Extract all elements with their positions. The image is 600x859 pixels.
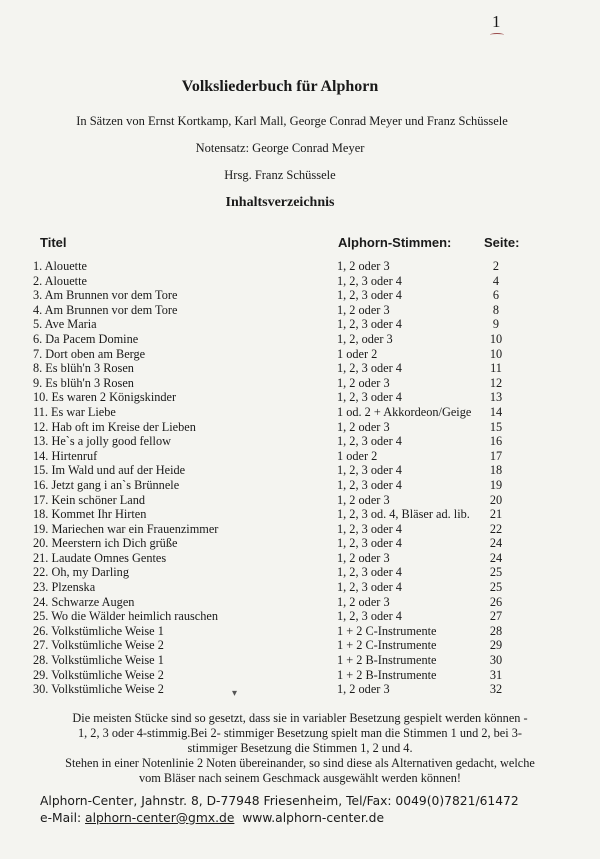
toc-seite: 11 bbox=[490, 361, 502, 376]
toc-row bbox=[0, 493, 600, 508]
toc-seite: 12 bbox=[489, 375, 503, 390]
toc-title: 30. Volkstümliche Weise 2 bbox=[33, 682, 164, 697]
toc-row bbox=[0, 522, 600, 537]
toc-stimmen: 1, 2, 3 oder 4 bbox=[337, 536, 402, 551]
toc-title: 22. Oh, my Darling bbox=[33, 565, 129, 580]
toc-seite: 24 bbox=[489, 550, 503, 565]
contact-block bbox=[40, 793, 519, 827]
toc-seite: 10 bbox=[489, 331, 503, 346]
toc-stimmen: 1 oder 2 bbox=[337, 346, 378, 361]
toc-row bbox=[0, 507, 600, 522]
toc-seite: 14 bbox=[489, 404, 503, 419]
email-label: e-Mail: bbox=[40, 811, 86, 825]
toc-stimmen: 1, 2, 3 oder 4 bbox=[337, 361, 402, 376]
toc-row bbox=[0, 609, 600, 624]
toc-row bbox=[0, 376, 600, 391]
toc-stimmen: 1, 2 oder 3 bbox=[337, 302, 390, 317]
toc-row bbox=[0, 595, 600, 610]
toc-stimmen: 1 od. 2 + Akkordeon/Geige bbox=[337, 404, 472, 419]
toc-seite: 15 bbox=[489, 419, 503, 434]
toc-stimmen: 1, 2 oder 3 bbox=[337, 550, 390, 565]
toc-seite: 32 bbox=[489, 682, 503, 697]
toc-seite: 2 bbox=[492, 259, 500, 273]
toc-row bbox=[0, 653, 600, 668]
toc-title: 26. Volkstümliche Weise 1 bbox=[33, 623, 164, 638]
toc-stimmen: 1, 2 oder 3 bbox=[337, 419, 390, 434]
column-header-stimmen: Alphorn-Stimmen: bbox=[338, 235, 452, 250]
toc-seite: 19 bbox=[489, 477, 503, 492]
website-link[interactable]: www.alphorn-center.de bbox=[242, 811, 385, 825]
toc-row bbox=[0, 420, 600, 435]
toc-title: 9. Es blüh'n 3 Rosen bbox=[33, 375, 134, 390]
note-line: stimmiger Besetzung die Stimmen 1, 2 und 4. bbox=[187, 741, 413, 755]
toc-seite: 10 bbox=[489, 346, 503, 361]
toc-seite: 29 bbox=[489, 638, 503, 653]
column-header-titel: Titel bbox=[40, 235, 67, 250]
contact-address: Alphorn-Center, Jahnstr. 8, D-77948 Friesenheim, Tel/Fax: 0049(0)7821/61472 bbox=[40, 794, 519, 808]
toc-title: 28. Volkstümliche Weise 1 bbox=[33, 653, 164, 668]
toc-row bbox=[0, 361, 600, 376]
toc-row bbox=[0, 274, 600, 289]
toc-title: 13. He`s a jolly good fellow bbox=[33, 434, 171, 449]
toc-stimmen: 1, 2 oder 3 bbox=[337, 492, 390, 507]
toc-stimmen: 1, 2, 3 oder 4 bbox=[337, 463, 402, 478]
toc-seite: 22 bbox=[489, 521, 503, 536]
toc-stimmen: 1, 2, 3 oder 4 bbox=[337, 580, 402, 595]
toc-seite: 30 bbox=[489, 653, 503, 668]
toc-stimmen: 1 + 2 C-Instrumente bbox=[337, 638, 437, 653]
email-link[interactable]: alphorn-center@gmx.de bbox=[85, 811, 235, 825]
toc-row bbox=[0, 580, 600, 595]
toc-row bbox=[0, 405, 600, 420]
toc-title: 15. Im Wald und auf der Heide bbox=[33, 463, 186, 478]
toc-stimmen: 1, 2, 3 oder 4 bbox=[337, 273, 402, 288]
toc-title: 2. Alouette bbox=[33, 273, 87, 288]
pen-mark bbox=[490, 33, 504, 37]
toc-title: 16. Jetzt gang i an`s Brünnele bbox=[33, 477, 180, 492]
notensatz-credit: Notensatz: George Conrad Meyer bbox=[195, 141, 365, 155]
toc-row bbox=[0, 624, 600, 639]
toc-seite: 25 bbox=[489, 580, 503, 595]
contact-web-line bbox=[40, 810, 519, 827]
toc-title: 14. Hirtenruf bbox=[33, 448, 98, 463]
editor-credit: Hrsg. Franz Schüssele bbox=[224, 168, 336, 182]
note-line: vom Bläser nach seinem Geschmack ausgewählt werden können! bbox=[138, 771, 461, 785]
note-line: Stehen in einer Notenlinie 2 Noten übereinander, so sind diese als Alternativen gedacht, welche bbox=[65, 756, 535, 770]
toc-stimmen: 1, 2, 3 oder 4 bbox=[337, 609, 402, 624]
toc-row bbox=[0, 434, 600, 449]
toc-row bbox=[0, 638, 600, 653]
toc-seite: 4 bbox=[492, 273, 500, 288]
toc-title: 11. Es war Liebe bbox=[33, 404, 116, 419]
page-number: 1 bbox=[492, 12, 501, 31]
toc-title: 12. Hab oft im Kreise der Lieben bbox=[33, 419, 196, 434]
toc-seite: 16 bbox=[489, 434, 503, 449]
toc-row bbox=[0, 317, 600, 332]
toc-row bbox=[0, 682, 600, 697]
toc-title: 1. Alouette bbox=[33, 259, 87, 273]
toc-title: 21. Laudate Omnes Gentes bbox=[33, 550, 167, 565]
toc-row bbox=[0, 565, 600, 580]
toc-stimmen: 1 + 2 B-Instrumente bbox=[337, 667, 437, 682]
toc-seite: 31 bbox=[489, 667, 503, 682]
usage-note bbox=[35, 711, 565, 786]
toc-stimmen: 1, 2 oder 3 bbox=[337, 594, 390, 609]
toc-stimmen: 1 + 2 C-Instrumente bbox=[337, 623, 437, 638]
toc-stimmen: 1, 2 oder 3 bbox=[337, 259, 390, 273]
toc-title: 24. Schwarze Augen bbox=[33, 594, 135, 609]
toc-row bbox=[0, 536, 600, 551]
toc-row bbox=[0, 449, 600, 464]
toc-title: 19. Mariechen war ein Frauenzimmer bbox=[33, 521, 219, 536]
toc-title: 7. Dort oben am Berge bbox=[33, 346, 146, 361]
stray-mark: ▾ bbox=[232, 688, 238, 699]
toc-row bbox=[0, 303, 600, 318]
toc-title: 17. Kein schöner Land bbox=[33, 492, 146, 507]
toc-seite: 20 bbox=[489, 492, 503, 507]
column-header-seite: Seite: bbox=[484, 235, 520, 250]
toc-stimmen: 1, 2, 3 oder 4 bbox=[337, 288, 402, 303]
toc-stimmen: 1, 2, 3 od. 4, Bläser ad. lib. bbox=[337, 507, 470, 522]
toc-seite: 25 bbox=[489, 565, 503, 580]
toc-seite: 9 bbox=[492, 317, 500, 332]
toc-row bbox=[0, 668, 600, 683]
toc-seite: 26 bbox=[489, 594, 503, 609]
toc-title: 5. Ave Maria bbox=[33, 317, 97, 332]
note-line: Die meisten Stücke sind so gesetzt, dass sie in variabler Besetzung gespielt werden können - bbox=[72, 711, 528, 725]
toc-title: 3. Am Brunnen vor dem Tore bbox=[33, 288, 178, 303]
toc-seite: 21 bbox=[489, 507, 503, 522]
toc-title: 10. Es waren 2 Königskinder bbox=[33, 390, 177, 405]
toc-stimmen: 1, 2, 3 oder 4 bbox=[337, 565, 402, 580]
toc-row bbox=[0, 551, 600, 566]
note-line: 1, 2, 3 oder 4-stimmig.Bei 2- stimmiger Besetzung spielt man die Stimmen 1 und 2, bei 3- bbox=[78, 726, 522, 740]
toc-title: 6. Da Pacem Domine bbox=[33, 331, 139, 346]
toc-seite: 18 bbox=[489, 463, 503, 478]
toc-heading: Inhaltsverzeichnis bbox=[225, 195, 335, 210]
toc-title: 27. Volkstümliche Weise 2 bbox=[33, 638, 164, 653]
toc-title: 18. Kommet Ihr Hirten bbox=[33, 507, 147, 522]
toc-stimmen: 1, 2, oder 3 bbox=[337, 331, 393, 346]
document-subtitle: In Sätzen von Ernst Kortkamp, Karl Mall, George Conrad Meyer und Franz Schüssele bbox=[76, 114, 508, 128]
toc-title: 23. Plzenska bbox=[33, 580, 96, 595]
toc-stimmen: 1, 2, 3 oder 4 bbox=[337, 390, 402, 405]
toc-title: 25. Wo die Wälder heimlich rauschen bbox=[33, 609, 218, 624]
toc-seite: 6 bbox=[492, 288, 500, 303]
toc-stimmen: 1 + 2 B-Instrumente bbox=[337, 653, 437, 668]
toc-row bbox=[0, 332, 600, 347]
toc-title: 20. Meerstern ich Dich grüße bbox=[33, 536, 178, 551]
toc-row bbox=[0, 463, 600, 478]
toc-seite: 27 bbox=[489, 609, 503, 624]
toc-row bbox=[0, 259, 600, 274]
toc-row bbox=[0, 478, 600, 493]
document-title: Volksliederbuch für Alphorn bbox=[181, 78, 379, 95]
toc-stimmen: 1, 2, 3 oder 4 bbox=[337, 521, 402, 536]
toc-row bbox=[0, 288, 600, 303]
toc-title: 4. Am Brunnen vor dem Tore bbox=[33, 302, 178, 317]
toc-stimmen: 1, 2, 3 oder 4 bbox=[337, 317, 402, 332]
toc-title: 29. Volkstümliche Weise 2 bbox=[33, 667, 164, 682]
toc-list bbox=[0, 259, 600, 697]
toc-row bbox=[0, 347, 600, 362]
toc-seite: 28 bbox=[489, 623, 503, 638]
toc-seite: 8 bbox=[492, 302, 500, 317]
toc-stimmen: 1 oder 2 bbox=[337, 448, 378, 463]
toc-stimmen: 1, 2 oder 3 bbox=[337, 375, 390, 390]
toc-stimmen: 1, 2 oder 3 bbox=[337, 682, 390, 697]
toc-row bbox=[0, 390, 600, 405]
toc-stimmen: 1, 2, 3 oder 4 bbox=[337, 434, 402, 449]
toc-seite: 13 bbox=[489, 390, 503, 405]
toc-seite: 17 bbox=[489, 448, 503, 463]
toc-title: 8. Es blüh'n 3 Rosen bbox=[33, 361, 134, 376]
toc-stimmen: 1, 2, 3 oder 4 bbox=[337, 477, 402, 492]
toc-seite: 24 bbox=[489, 536, 503, 551]
